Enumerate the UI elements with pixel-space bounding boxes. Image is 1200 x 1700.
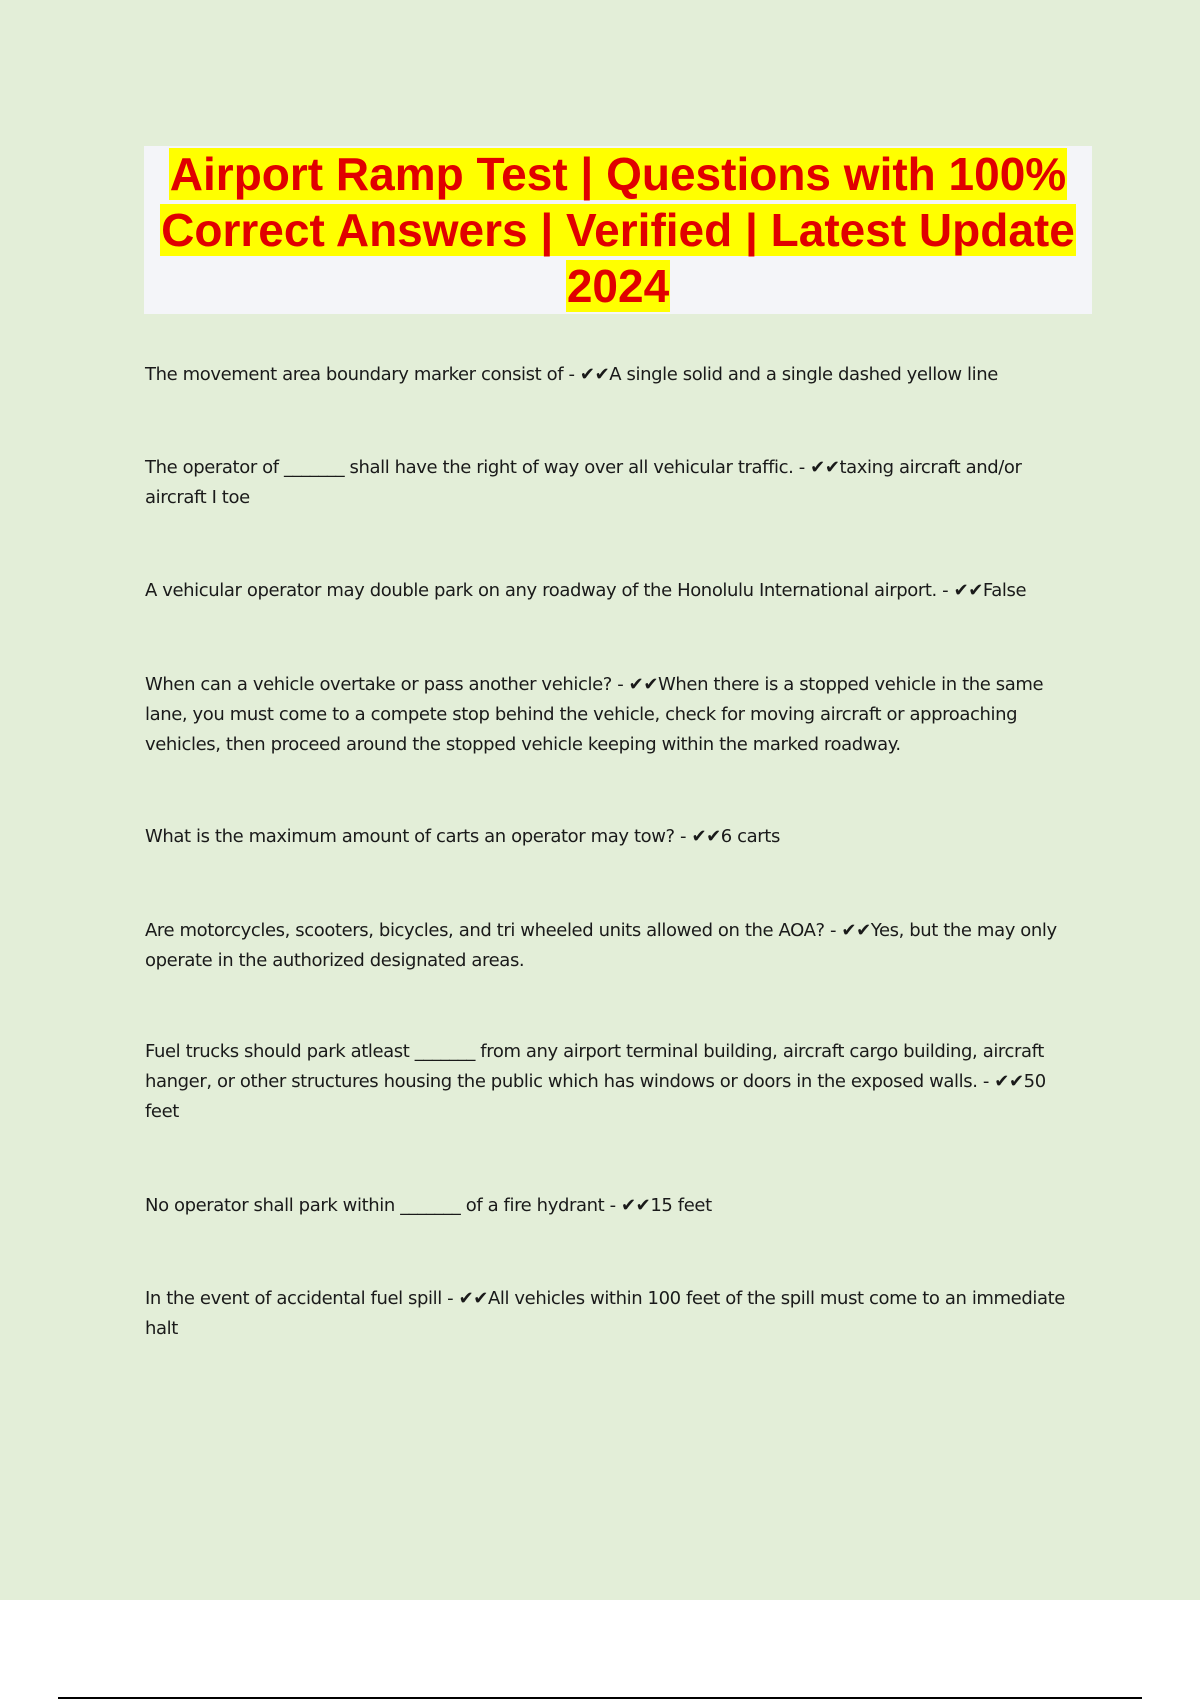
question-item: No operator shall park within _______ of a fire hydrant - ✔✔15 feet	[145, 1195, 712, 1216]
footer-divider	[58, 1697, 1142, 1699]
title-block	[144, 146, 1092, 314]
question-item: A vehicular operator may double park on any roadway of the Honolulu International airport. - ✔✔False	[145, 580, 1027, 601]
question-item: When can a vehicle overtake or pass another vehicle? - ✔✔When there is a stopped vehicle in the same lane, you must come to a compete stop behind the vehicle, check for moving aircraft or approaching vehicles, then proceed around the stopped vehicle keeping within the marked roadway.	[145, 674, 1044, 755]
question-item: In the event of accidental fuel spill - ✔✔All vehicles within 100 feet of the spill must come to an immediate halt	[145, 1288, 1065, 1339]
question-item: Are motorcycles, scooters, bicycles, and tri wheeled units allowed on the AOA? - ✔✔Yes, but the may only operate in the authorized designated areas.	[145, 920, 1057, 971]
question-item: The operator of _______ shall have the right of way over all vehicular traffic. - ✔✔taxing aircraft and/or aircraft I toe	[145, 457, 1022, 508]
document-title-text: Airport Ramp Test | Questions with 100% Correct Answers | Verified | Latest Update 2024	[161, 148, 1075, 312]
question-item: The movement area boundary marker consist of - ✔✔A single solid and a single dashed yellow line	[145, 364, 998, 385]
question-item: Fuel trucks should park atleast _______ from any airport terminal building, aircraft cargo building, aircraft hanger, or other structures housing the public which has windows or doors in the exposed walls. - ✔✔50 feet	[145, 1041, 1046, 1122]
document-title	[144, 146, 1092, 314]
question-item: What is the maximum amount of carts an operator may tow? - ✔✔6 carts	[145, 826, 780, 847]
